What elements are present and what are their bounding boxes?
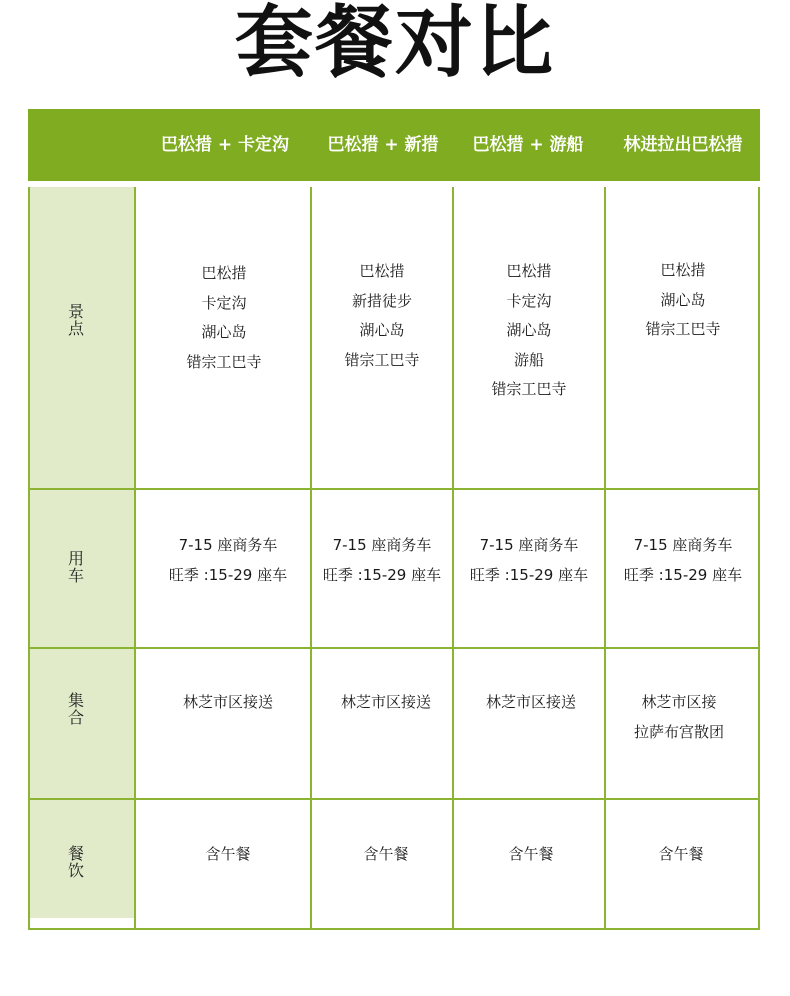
- grid-line-bottom: [28, 928, 760, 930]
- column-header-4: 林进拉出巴松措: [623, 135, 743, 155]
- row-label-vehicle: 用 车: [67, 549, 84, 585]
- row-label-attractions: 景 点: [67, 302, 84, 338]
- cell-meals-3: 含午餐: [508, 845, 554, 863]
- page-title: 套餐对比: [234, 0, 555, 88]
- column-header-2: 巴松措 + 新措: [327, 135, 439, 155]
- header-divider: [28, 181, 760, 187]
- cell-meals-2: 含午餐: [363, 845, 409, 863]
- cell-vehicle-1: 7-15 座商务车 旺季 :15-29 座车: [168, 536, 288, 584]
- cell-attractions-3: 巴松措 卡定沟 湖心岛 游船 错宗工巴寺: [491, 262, 567, 398]
- cell-meeting-2: 林芝市区接送: [340, 693, 431, 711]
- cell-vehicle-3: 7-15 座商务车 旺季 :15-29 座车: [469, 536, 589, 584]
- cell-meals-1: 含午餐: [205, 845, 251, 863]
- grid-line-h3: [28, 798, 760, 800]
- cell-meals-4: 含午餐: [658, 845, 704, 863]
- row-label-meeting: 集 合: [67, 691, 84, 727]
- cell-attractions-1: 巴松措 卡定沟 湖心岛 错宗工巴寺: [186, 264, 262, 371]
- table-header: [28, 109, 760, 181]
- cell-vehicle-4: 7-15 座商务车 旺季 :15-29 座车: [623, 536, 743, 584]
- grid-line-v1: [134, 187, 136, 930]
- column-header-3: 巴松措 + 游船: [472, 135, 584, 155]
- cell-meeting-4: 林芝市区接 拉萨布宫散团: [633, 693, 724, 741]
- grid-line-h1: [28, 488, 760, 490]
- cell-meeting-1: 林芝市区接送: [182, 693, 273, 711]
- grid-line-h2: [28, 647, 760, 649]
- cell-vehicle-2: 7-15 座商务车 旺季 :15-29 座车: [322, 536, 442, 584]
- cell-attractions-2: 巴松措 新措徒步 湖心岛 错宗工巴寺: [344, 262, 420, 369]
- column-header-1: 巴松措 + 卡定沟: [160, 135, 290, 155]
- row-label-meals: 餐 饮: [67, 844, 84, 880]
- cell-attractions-4: 巴松措 湖心岛 错宗工巴寺: [645, 261, 721, 338]
- cell-meeting-3: 林芝市区接送: [485, 693, 576, 711]
